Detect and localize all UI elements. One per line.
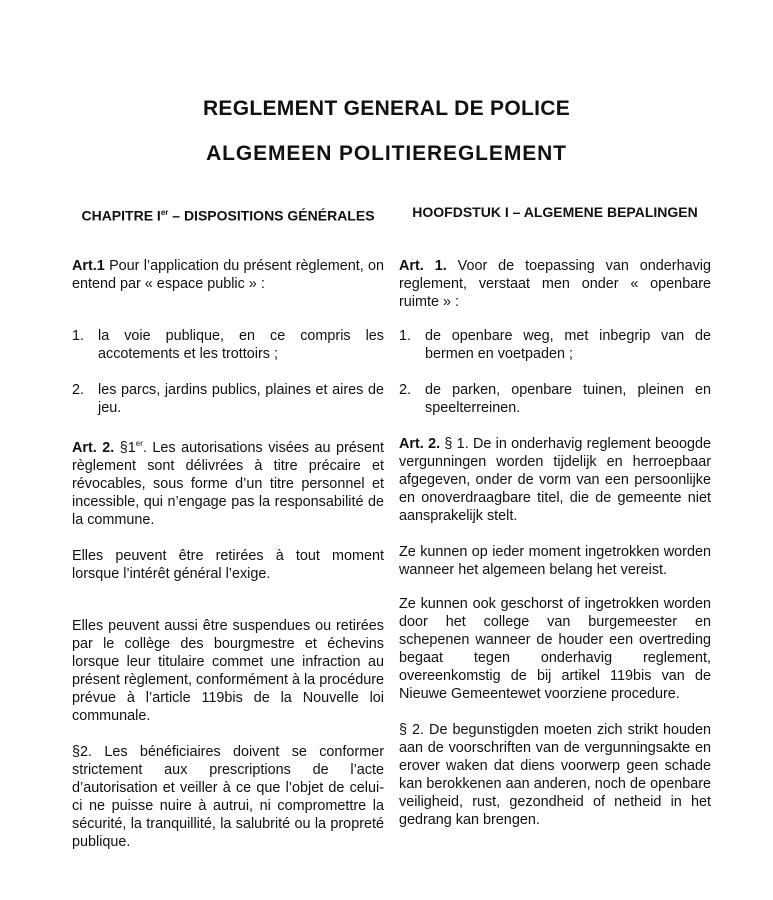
french-paragraph-suspend: Elles peuvent aussi être suspendues ou retirées par le collège des bourgmestre et échevins lorsque leur titulaire commet une infraction au présent règlement, conformément à la procédure prévue à l’article 119bis de la Nouvelle loi communale. (72, 617, 384, 724)
french-article-2: Art. 2. §1er. Les autorisations visées au présent règlement sont délivrées à titre précaire et révocables, sous forme d’un titre personnel et incessible, qui n’engage pas la responsabilité de la commune. (72, 439, 384, 528)
article-label: Art. 2. (72, 439, 115, 456)
dutch-paragraph-withdraw: Ze kunnen op ieder moment ingetrokken worden wanneer het algemeen belang het vereist. (399, 544, 711, 578)
french-article-1: Art.1 Pour l’application du présent règlement, on entend par « espace public » : (72, 258, 384, 292)
document-title: REGLEMENT GENERAL DE POLICE (202, 97, 571, 120)
dutch-article-1: Art. 1. Voor de toepassing van onderhavig reglement, verstaat men onder « openbare ruimte » : (399, 258, 711, 310)
list-item: 1. la voie publique, en ce compris les accotements et les trottoirs ; (72, 328, 384, 362)
article-label: Art.1 (72, 258, 105, 274)
dutch-paragraph-section-2: § 2. De begunstigden moeten zich strikt houden aan de voorschriften van de vergunningsakte en erover waken dat diens voorwerp geen schade kan berokkenen aan anderen, noch de openbare veiligheid, rust, gezondheid of netheid in het gedrang kan brengen. (399, 722, 711, 828)
french-paragraph-withdraw: Elles peuvent être retirées à tout moment lorsque l’intérêt général l’exige. (72, 547, 384, 582)
list-item: 1. de openbare weg, met inbegrip van de bermen en voetpaden ; (399, 328, 711, 362)
french-column (72, 204, 384, 851)
document-subtitle: ALGEMEEN POLITIEREGLEMENT (206, 142, 567, 165)
article-label: Art. 1. (399, 258, 447, 274)
dutch-chapter-heading: HOOFDSTUK I – ALGEMENE BEPALINGEN (412, 204, 698, 220)
article-label: Art. 2. (399, 436, 441, 452)
list-item: 2. de parken, openbare tuinen, pleinen en speelterreinen. (399, 382, 711, 416)
french-paragraph-section-2: §2. Les bénéficiaires doivent se conformer strictement aux prescriptions de l’acte d’autorisation et veiller à ce que l’objet de celui-ci ne puisse nuire à autrui, ni compromettre la sécurité, la tranquillité, la salubrité ou la propreté publique. (72, 743, 384, 850)
dutch-article-2: Art. 2. § 1. De in onderhavig reglement beoogde vergunningen worden tijdelijk en herroepbaar afgegeven, onder de vorm van een persoonlijke en onoverdraagbare titel, die de gemeente niet aansprakelijk stelt. (399, 436, 711, 524)
dutch-paragraph-suspend: Ze kunnen ook geschorst of ingetrokken worden door het college van burgemeester en schepenen wanneer de houder een overtreding begaat tegen onderhavig reglement, overeenkomstig de bij artikel 119bis van de Nieuwe Gemeentewet voorziene procedure. (399, 596, 711, 702)
french-chapter-heading: CHAPITRE Ier – DISPOSITIONS GÉNÉRALES (81, 207, 375, 224)
list-item: 2. les parcs, jardins publics, plaines et aires de jeu. (72, 382, 384, 416)
dutch-column (399, 204, 711, 829)
